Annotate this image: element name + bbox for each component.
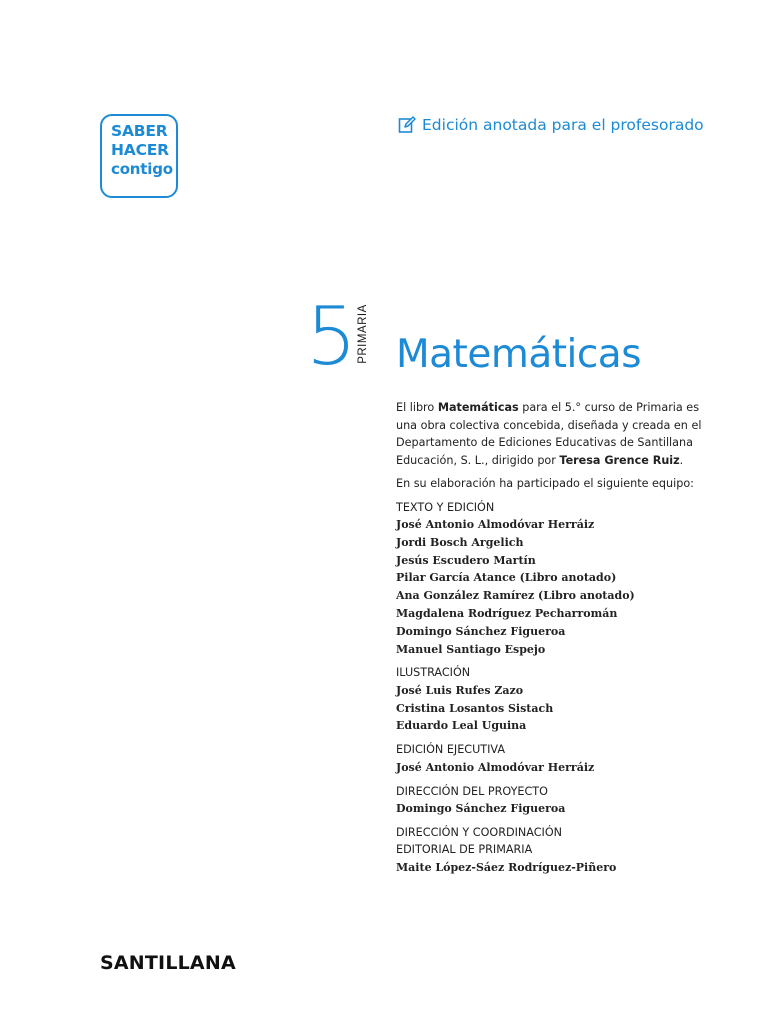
credit-name: Magdalena Rodríguez Pecharromán (396, 606, 618, 620)
edit-icon (398, 116, 416, 134)
credit-name: Eduardo Leal Uguina (396, 719, 527, 733)
intro-text-3: . (679, 453, 684, 467)
credits-section (396, 499, 706, 659)
section-title: ILUSTRACIÓN (396, 666, 471, 680)
grade-level: PRIMARIA (357, 304, 369, 364)
credits-section (396, 664, 706, 735)
credit-name: Jesús Escudero Martín (396, 553, 536, 567)
credit-name: Cristina Losantos Sistach (396, 701, 554, 715)
intro-text-1: El libro (396, 401, 438, 414)
section-title-line-2: EDITORIAL DE PRIMARIA (396, 843, 533, 857)
credit-name: José Antonio Almodóvar Herráiz (396, 760, 595, 774)
section-title: TEXTO Y EDICIÓN (396, 500, 495, 514)
edition-text: Edición anotada para el profesorado (422, 116, 704, 134)
credit-name: Pilar García Atance (Libro anotado) (396, 571, 617, 585)
intro-text-2: para el 5.° curso de Primaria es una obra colectiva concebida, diseñada y creada en el Departamento de Ediciones Educativas de Santillana Educación, S. L., dirigido por (396, 401, 702, 467)
credits-section (396, 783, 706, 818)
credits-column (396, 399, 706, 877)
logo-line-2: HACER (111, 141, 169, 159)
credit-name: Jordi Bosch Argelich (396, 535, 524, 549)
credits-section (396, 824, 706, 877)
series-logo (100, 114, 178, 198)
intro-bold-director: Teresa Grence Ruiz (559, 453, 680, 467)
publisher-logo: SANTILLANA (100, 952, 236, 974)
credits-section (396, 741, 706, 776)
section-title: DIRECCIÓN Y COORDINACIÓN (396, 825, 563, 839)
intro-paragraph (396, 399, 706, 469)
credit-name: Domingo Sánchez Figueroa (396, 624, 566, 638)
section-title: EDICIÓN EJECUTIVA (396, 743, 505, 757)
team-intro: En su elaboración ha participado el siguiente equipo: (396, 477, 694, 490)
logo-line-3: contigo (111, 160, 173, 178)
credit-name: Domingo Sánchez Figueroa (396, 802, 566, 816)
grade-number: 5 (306, 290, 357, 383)
logo-line-1: SABER (111, 122, 168, 140)
credit-name: José Luis Rufes Zazo (396, 683, 524, 697)
section-title: DIRECCIÓN DEL PROYECTO (396, 784, 548, 798)
credit-name: José Antonio Almodóvar Herráiz (396, 518, 595, 531)
intro-bold-title: Matemáticas (437, 401, 519, 414)
credit-name: Ana González Ramírez (Libro anotado) (396, 589, 635, 603)
credit-name: Manuel Santiago Espejo (396, 642, 546, 656)
edition-label (398, 116, 704, 134)
credit-name: Maite López-Sáez Rodríguez-Piñero (396, 860, 617, 874)
book-title: Matemáticas (396, 332, 642, 377)
